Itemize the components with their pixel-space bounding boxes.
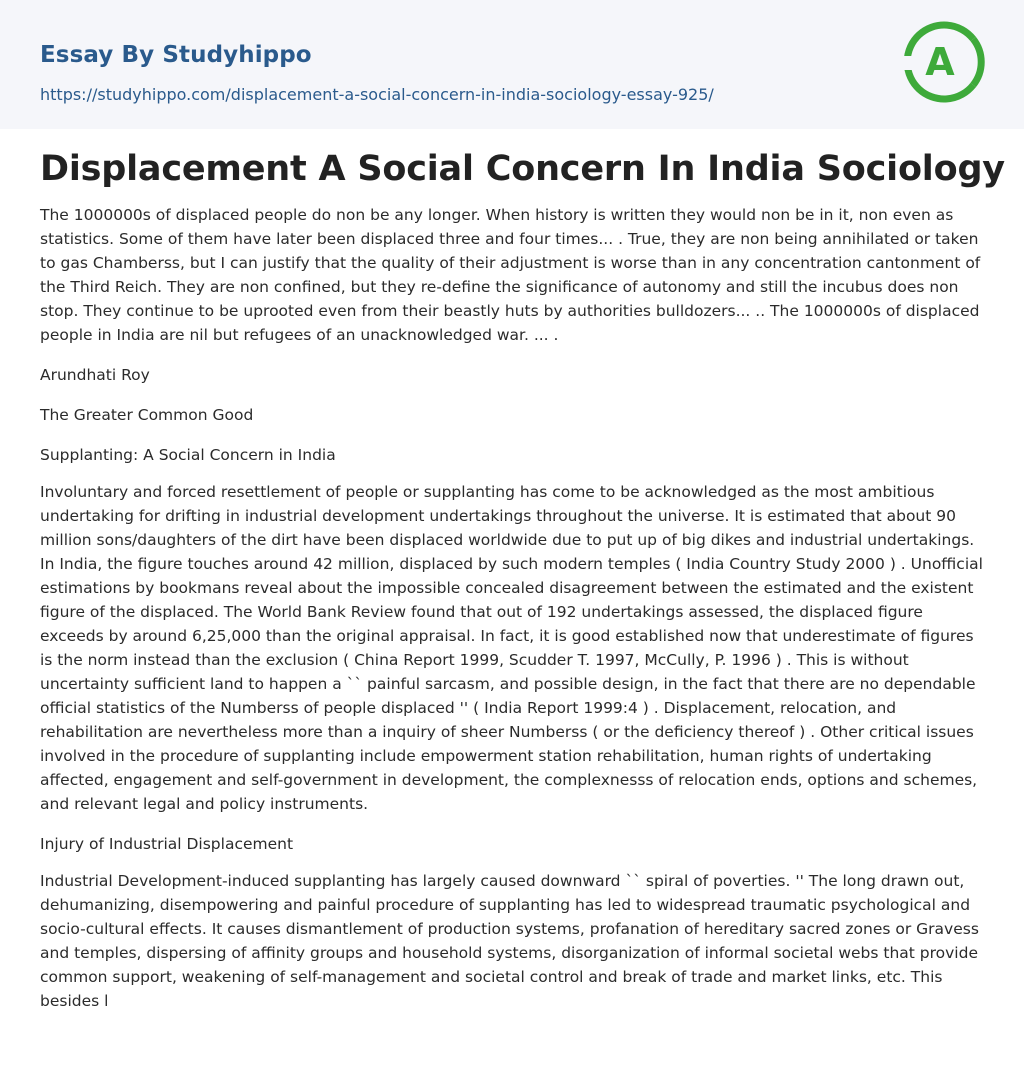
article — [0, 129, 1024, 1013]
paragraph-body: Involuntary and forced resettlement of people or supplanting has come to be acknowledged as the most ambitious undertaking for drifting in industrial development undertakings throughout the universe. It is estimated that about 90 million sons/daughters of the dirt have been displaced worldwide due to put up of big dikes and industrial undertakings. In India, the figure touches around 42 million, displaced by such modern temples ( India Country Study 2000 ) . Unofficial estimations by bookmans reveal about the impossible concealed disagreement between the estimated and the existent figure of the displaced. The World Bank Review found that out of 192 undertakings assessed, the displaced figure exceeds by around 6,25,000 than the original appraisal. In fact, it is good established now that underestimate of figures is the norm instead than the exclusion ( China Report 1999, Scudder T. 1997, McCully, P. 1996 ) . This is without uncertainty sufficient land to happen a `` painful sarcasm, and possible design, in the fact that there are no dependable official statistics of the Numberss of people displaced '' ( India Report 1999:4 ) . Displacement, relocation, and rehabilitation are nevertheless more than a inquiry of sheer Numberss ( or the deficiency thereof ) . Other critical issues involved in the procedure of supplanting include empowerment station rehabilitation, human rights of undertaking affected, engagement and self-government in development, the complexnesss of relocation ends, options and schemes, and relevant legal and policy instruments. — [40, 483, 983, 813]
paragraph-author: Arundhati Roy — [40, 366, 150, 384]
paragraph-quote: The 1000000s of displaced people do non be any longer. When history is written they would non be in it, non even as statistics. Some of them have later been displaced three and four times... . True, they are non being annihilated or taken to gas Chamberss, but I can justify that the quality of their adjustment is worse than in any concentration cantonment of the Third Reich. They are non confined, but they re-define the significance of autonomy and still the incubus does non stop. They continue to be uprooted even from their beastly huts by authorities bulldozers... .. The 1000000s of displaced people in India are nil but refugees of an unacknowledged war. ... . — [40, 206, 981, 344]
source-url-link[interactable]: https://studyhippo.com/displacement-a-social-concern-in-india-sociology-essay-925/ — [40, 85, 714, 104]
paragraph-source: The Greater Common Good — [40, 406, 254, 424]
site-brand[interactable]: Essay By Studyhippo — [40, 42, 312, 68]
paragraph-body: Industrial Development-induced supplanting has largely caused downward `` spiral of poverties. '' The long drawn out, dehumanizing, disempowering and painful procedure of supplanting has led to widespread traumatic psychological and socio-cultural effects. It causes dismantlement of production systems, profanation of hereditary sacred zones or Gravess and temples, dispersing of affinity groups and household systems, disorganization of informal societal webs that provide common support, weakening of self-management and societal control and break of trade and market links, etc. This besides l — [40, 872, 979, 1010]
studyhippo-logo-icon[interactable] — [900, 18, 988, 106]
article-title: Displacement A Social Concern In India Sociology — [40, 149, 1005, 189]
paragraph-subheading: Injury of Industrial Displacement — [40, 835, 294, 853]
site-header — [0, 0, 1024, 129]
paragraph-subheading: Supplanting: A Social Concern in India — [40, 446, 336, 464]
logo-letter: A — [925, 40, 955, 84]
